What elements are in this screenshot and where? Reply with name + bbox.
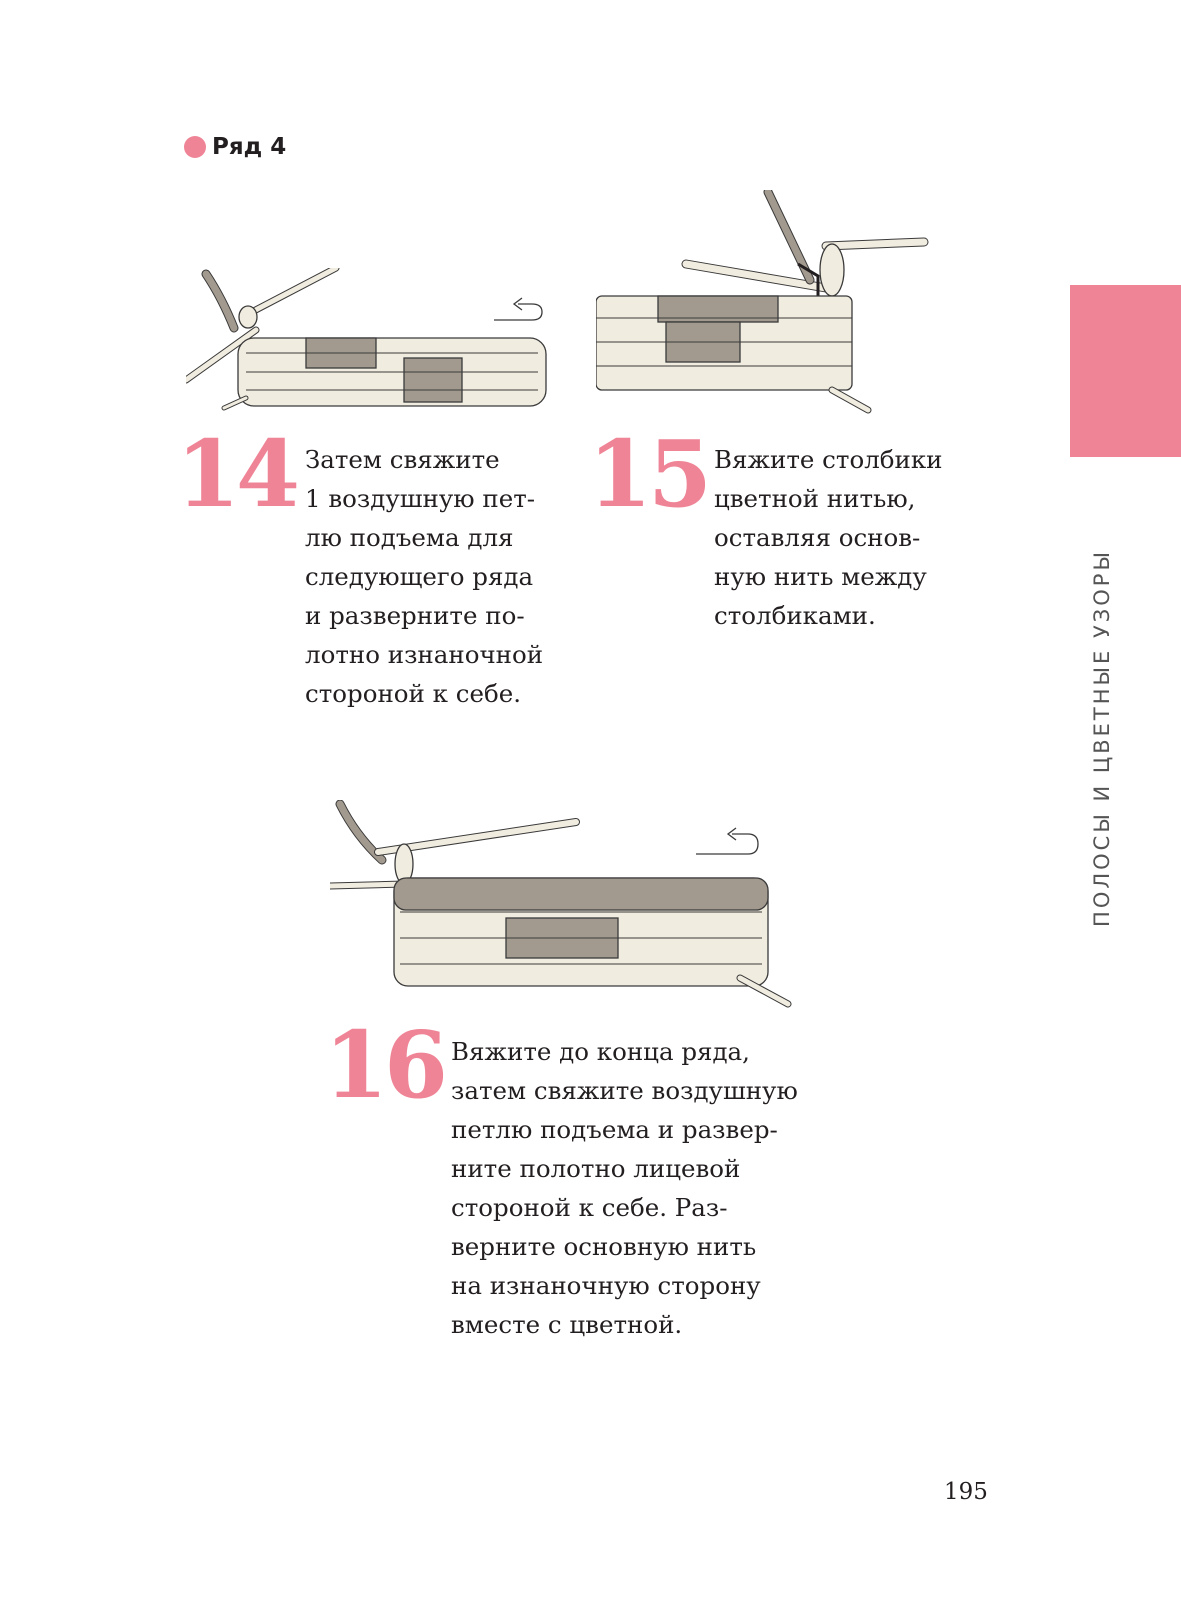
page-number: 195 xyxy=(944,1479,988,1505)
illustration-step-16 xyxy=(330,800,800,1015)
step-text-14: Затем свяжите 1 воздушную пет- лю подъема для следующего ряда и разверните по- лотно изнаночной стороной к себе. xyxy=(305,445,544,708)
step-text-15: Вяжите столбики цветной нитью, оставляя основ- ную нить между столбиками. xyxy=(714,445,943,630)
side-section-title: ПОЛОСЫ И ЦВЕТНЫЕ УЗОРЫ xyxy=(1090,549,1114,927)
side-tab xyxy=(1070,285,1181,457)
illustration-step-14 xyxy=(186,268,556,428)
step-text-16: Вяжите до конца ряда, затем свяжите воздушную петлю подъема и развер- ните полотно лицевой стороной к себе. Раз- верните основную нить на изнаночную сторону вместе с цветной. xyxy=(451,1037,798,1339)
step-number-14: 14 xyxy=(176,420,297,528)
pink-dot-icon xyxy=(184,136,206,158)
illustration-step-15 xyxy=(596,190,936,420)
step-number-15: 15 xyxy=(588,420,709,528)
step-number-16: 16 xyxy=(324,1011,445,1119)
row-label: Ряд 4 xyxy=(212,134,287,160)
row-heading xyxy=(184,134,286,160)
